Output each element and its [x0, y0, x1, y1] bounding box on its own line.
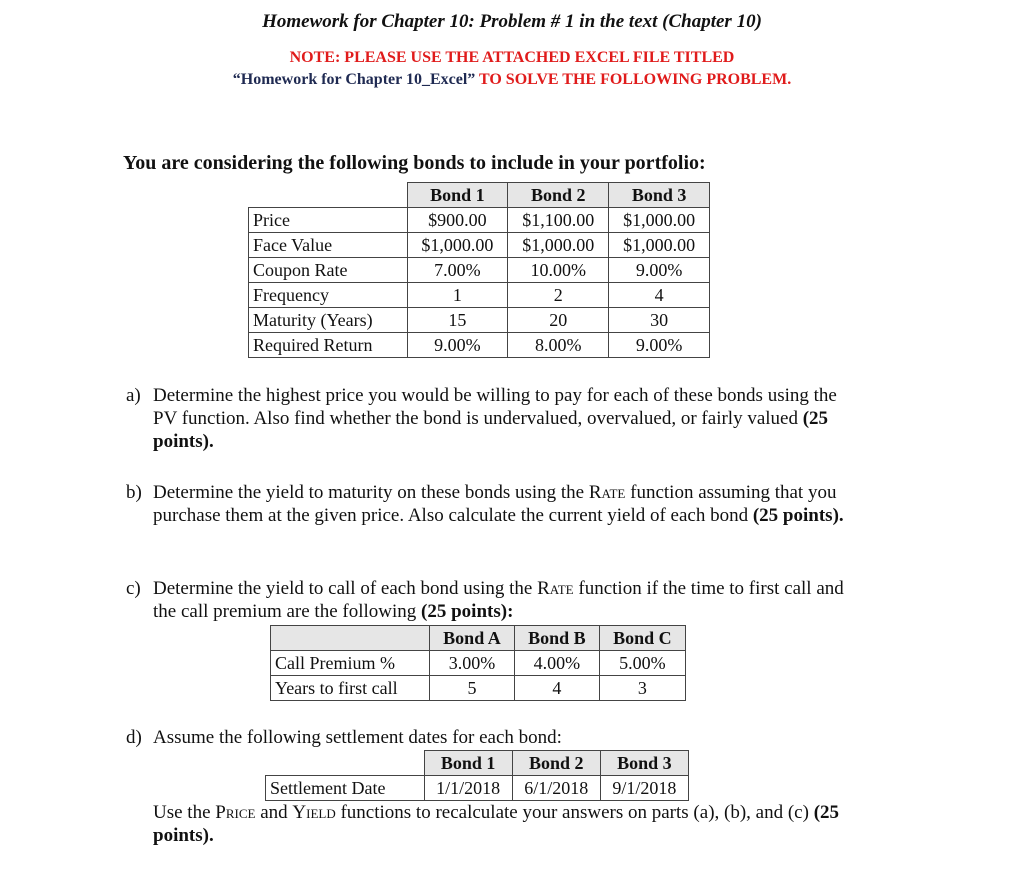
- cell: 6/1/2018: [512, 776, 600, 801]
- cell: 1/1/2018: [424, 776, 512, 801]
- call-header-b: Bond B: [514, 626, 599, 651]
- question-b-text-1: Determine the yield to maturity on these bonds using the: [153, 482, 589, 503]
- cell: 3: [599, 676, 685, 701]
- question-a-points: (25 points).: [153, 408, 829, 452]
- cell: 4: [514, 676, 599, 701]
- intro-heading: You are considering the following bonds to include in your portfolio:: [123, 152, 706, 174]
- question-b-points: (25 points).: [752, 505, 844, 526]
- cell: 9.00%: [609, 258, 710, 283]
- question-c-points: (25 points):: [421, 601, 514, 622]
- question-d-label: d): [126, 727, 142, 748]
- call-table-header: [271, 626, 686, 651]
- settlement-header-2: Bond 2: [512, 751, 600, 776]
- rate-function: Rate: [537, 578, 574, 599]
- table-row: [249, 233, 710, 258]
- row-label: Settlement Date: [266, 776, 425, 801]
- cell: 3.00%: [430, 651, 515, 676]
- cell: 8.00%: [508, 333, 609, 358]
- note-line-1: NOTE: PLEASE USE THE ATTACHED EXCEL FILE TITLED: [289, 49, 735, 66]
- cell: 5: [430, 676, 515, 701]
- cell: $1,000.00: [609, 233, 710, 258]
- question-d-intro: Assume the following settlement dates for each bond:: [153, 727, 562, 748]
- call-header-a: Bond A: [430, 626, 515, 651]
- bonds-table-corner: [249, 183, 408, 208]
- cell: $1,100.00: [508, 208, 609, 233]
- settlement-header-1: Bond 1: [424, 751, 512, 776]
- note-line-2: [0, 71, 1024, 89]
- question-d-text-2: and: [255, 802, 293, 823]
- call-table: [270, 625, 686, 701]
- cell: 20: [508, 308, 609, 333]
- question-d-instructions: [153, 801, 843, 847]
- cell: $1,000.00: [508, 233, 609, 258]
- row-label: Required Return: [249, 333, 408, 358]
- table-row: [249, 283, 710, 308]
- question-c-label: c): [126, 578, 141, 599]
- question-c: [126, 577, 846, 623]
- cell: 9.00%: [407, 333, 508, 358]
- table-row: [249, 308, 710, 333]
- cell: 7.00%: [407, 258, 508, 283]
- question-a: [126, 384, 846, 453]
- bonds-header-1: Bond 1: [407, 183, 508, 208]
- settlement-table-corner: [266, 751, 425, 776]
- table-row: [266, 776, 689, 801]
- table-row: [271, 676, 686, 701]
- question-d: [126, 726, 846, 749]
- row-label: Face Value: [249, 233, 408, 258]
- cell: 2: [508, 283, 609, 308]
- row-label: Price: [249, 208, 408, 233]
- question-a-label: a): [126, 385, 141, 406]
- cell: $1,000.00: [609, 208, 710, 233]
- note-line-2-rest: TO SOLVE THE FOLLOWING PROBLEM.: [475, 71, 792, 88]
- cell: 9.00%: [609, 333, 710, 358]
- settlement-table: [265, 750, 689, 801]
- row-label: Years to first call: [271, 676, 430, 701]
- bonds-header-2: Bond 2: [508, 183, 609, 208]
- question-b-label: b): [126, 482, 142, 503]
- question-c-text-2: function if the time to first call and the call premium are the following: [153, 578, 844, 622]
- cell: 1: [407, 283, 508, 308]
- cell: 10.00%: [508, 258, 609, 283]
- table-row: [249, 208, 710, 233]
- cell: 4: [609, 283, 710, 308]
- cell: 15: [407, 308, 508, 333]
- cell: 4.00%: [514, 651, 599, 676]
- yield-function: Yield: [292, 802, 336, 823]
- bonds-table-header: [249, 183, 710, 208]
- page-title: Homework for Chapter 10: Problem # 1 in the text (Chapter 10): [262, 11, 762, 32]
- cell: $900.00: [407, 208, 508, 233]
- cell: 9/1/2018: [600, 776, 688, 801]
- price-function: Price: [215, 802, 256, 823]
- question-b-text-2: function assuming that you purchase them at the given price. Also calculate the current yield of each bond: [153, 482, 837, 526]
- call-header-c: Bond C: [599, 626, 685, 651]
- table-row: [249, 258, 710, 283]
- bonds-table: [248, 182, 710, 358]
- table-row: [271, 651, 686, 676]
- row-label: Call Premium %: [271, 651, 430, 676]
- settlement-table-header: [266, 751, 689, 776]
- table-row: [249, 333, 710, 358]
- settlement-header-3: Bond 3: [600, 751, 688, 776]
- cell: 30: [609, 308, 710, 333]
- call-table-corner: [271, 626, 430, 651]
- question-c-text-1: Determine the yield to call of each bond using the: [153, 578, 538, 599]
- cell: 5.00%: [599, 651, 685, 676]
- row-label: Maturity (Years): [249, 308, 408, 333]
- excel-file-name: “Homework for Chapter 10_Excel”: [232, 71, 476, 88]
- question-b: [126, 481, 846, 527]
- question-d-points: (25 points).: [153, 802, 840, 846]
- question-a-text: Determine the highest price you would be willing to pay for each of these bonds using the PV function. Also find whether the bond is undervalued, overvalued, or fairly valued: [153, 385, 837, 429]
- bonds-header-3: Bond 3: [609, 183, 710, 208]
- question-d-text-3: functions to recalculate your answers on parts (a), (b), and (c): [335, 802, 809, 823]
- question-d-text-1: Use the: [153, 802, 216, 823]
- row-label: Frequency: [249, 283, 408, 308]
- rate-function: Rate: [588, 482, 626, 503]
- row-label: Coupon Rate: [249, 258, 408, 283]
- cell: $1,000.00: [407, 233, 508, 258]
